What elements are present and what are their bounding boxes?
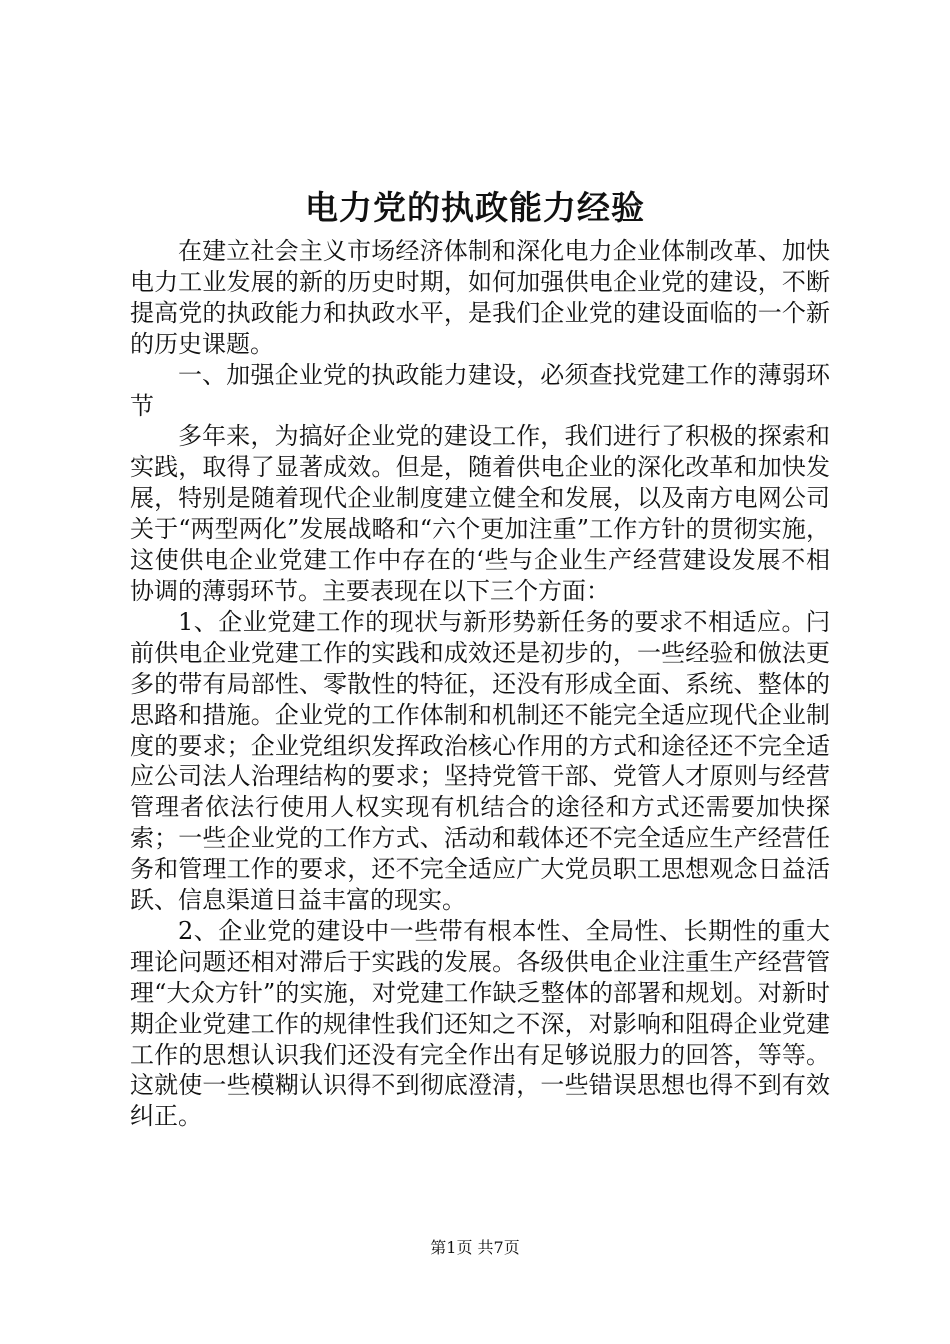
paragraph-point-1: 1、企业党建工作的现状与新形势新任务的要求不相适应。闩前供电企业党建工作的实践和成效还是初步的，一些经验和倣法更多的带有局部性、零散性的特征，还没有形成全面、系统、整体的思路和措施。企业党的工作体制和机制还不能完全适应现代企业制度的要求；企业党组织发挥政治核心作用的方式和途径还不完全适应公司法人治理结构的要求；坚持党管干部、党管人才原则与经营管理者依法行使用人权实现有机结合的途径和方式还需要加快探索；一些企业党的工作方式、活动和载体还不完全适应生产经营任务和管理工作的要求，还不完全适应广大党员职工思想观念日益活跃、信息渠道日益丰富的现实。: [130, 607, 830, 915]
document-body: [130, 236, 830, 1132]
paragraph-intro: 在建立社会主义市场经济体制和深化电力企业体制改革、加快电力工业发展的新的历史时期，如何加强供电企业党的建设，不断提高党的执政能力和执政水平，是我们企业党的建设面临的一个新的历史课题。: [130, 237, 830, 358]
page-footer: 第1页 共7页: [430, 1238, 520, 1257]
paragraph-point-2: 2、企业党的建设中一些带有根本性、全局性、长期性的重大理论问题还相对滞后于实践的发展。各级供电企业注重生产经营管理“大众方针”的实施，对党建工作缺乏整体的部署和规划。对新时期企业党建工作的规律性我们还知之不深，对影响和阻碍企业党建工作的思想认识我们还没有完全作出有足够说服力的回答，等等。这就使一些模糊认识得不到彻底澄清，一些错误思想也得不到有效纠正。: [130, 916, 830, 1131]
document-title: 电力党的执政能力经验: [305, 188, 645, 227]
section-heading-1: 一、加强企业党的执政能力建设，必须查找党建工作的薄弱环节: [130, 360, 830, 420]
paragraph-background: 多年来，为搞好企业党的建设工作，我们进行了积极的探索和实践，取得了显著成效。但是，随着供电企业的深化改革和加快发展，特别是随着现代企业制度建立健全和发展，以及南方电网公司关于“两型两化”发展战略和“六个更加注重”工作方针的贯彻实施，这使供电企业党建工作中存在的‘些与企业生产经营建设发展不相协调的薄弱环节。主要表现在以下三个方面：: [130, 422, 830, 605]
